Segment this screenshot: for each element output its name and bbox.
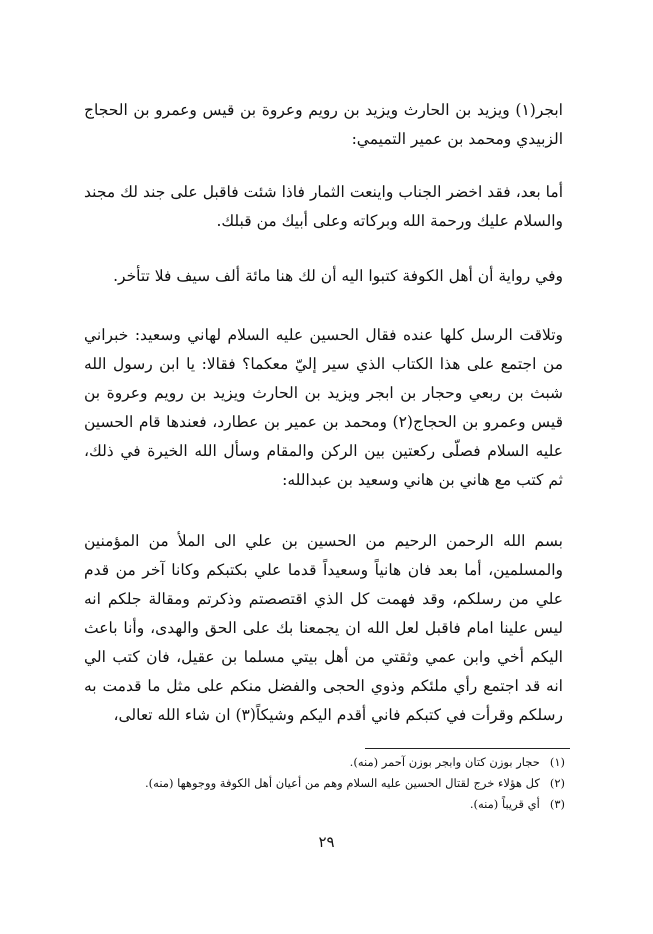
footnote-2 bbox=[85, 773, 565, 794]
footnote-3 bbox=[85, 794, 565, 815]
footnotes bbox=[85, 752, 565, 815]
footnote-text: كل هؤلاء خرج لقتال الحسين عليه السلام وهم من أعيان أهل الكوفة ووجوهها (منه). bbox=[145, 776, 540, 790]
footnote-number: (١) bbox=[549, 755, 565, 769]
footnote-number: (٣) bbox=[549, 797, 565, 811]
paragraph-husain-letter: بسم الله الرحمن الرحيم من الحسين بن علي الى الملأ من المؤمنين والمسلمين، أما بعد فان هانياً وسعيداً قدما علي بكتبكم وكانا آخر من قدم علي من رسلكم، وقد فهمت كل الذي اقتصصتم وذكرتم ومقالة جلكم انه ليس علينا امام فاقبل لعل الله ان يجمعنا بك على الحق والهدى، وأنا باعث اليكم أخي وابن عمي وثقتي من أهل بيتي مسلما بن عقيل، فان كتب الي انه قد اجتمع رأي ملئكم وذوي الحجى والفضل منكم على مثل ما قدمت به رسلكم وقرأت في كتبكم فاني أقدم اليكم وشيكاً(٣) ان شاء الله تعالى، bbox=[84, 532, 563, 724]
footnote-number: (٢) bbox=[549, 776, 565, 790]
footnote-text: حجار بوزن كتان وابجر بوزن آحمر (منه). bbox=[349, 755, 540, 769]
paragraph-narration-kufa: وفي رواية أن أهل الكوفة كتبوا اليه أن لك هنا مائة ألف سيف فلا تتأخر. bbox=[113, 267, 563, 285]
footnote-1 bbox=[85, 752, 565, 773]
paragraph-messengers: وتلاقت الرسل كلها عنده فقال الحسين عليه السلام لهاني وسعيد: خبراني من اجتمع على هذا الكتاب الذي سير إليّ معكما؟ فقالا: يا ابن رسول الله شبث بن ربعي وحجار بن ابجر ويزيد بن الحارث ويزيد بن رويم وعروة بن قيس وعمرو بن الحجاج(٢) ومحمد بن عمير بن عطارد، فعندها قام الحسين عليه السلام فصلّى ركعتين بين الركن والمقام وسأل الله الخيرة في ذلك، ثم كتب مع هاني بن هاني وسعيد بن عبدالله: bbox=[84, 326, 563, 489]
footnote-text: أي قريباً (منه). bbox=[469, 797, 540, 811]
footnote-divider bbox=[365, 748, 570, 749]
paragraph-letter-recipients: ابجر(١) ويزيد بن الحارث ويزيد بن رويم وعروة بن قيس وعمرو بن الحجاج الزبيدي ومحمد بن عمير التميمي: bbox=[84, 101, 563, 148]
paragraph-letter-body: أما بعد، فقد اخضر الجناب واينعت الثمار فاذا شئت فاقبل على جند لك مجند والسلام عليك ورحمة الله وبركاته وعلى أبيك من قبلك. bbox=[84, 183, 563, 230]
page-number: ٢٩ bbox=[318, 833, 335, 851]
